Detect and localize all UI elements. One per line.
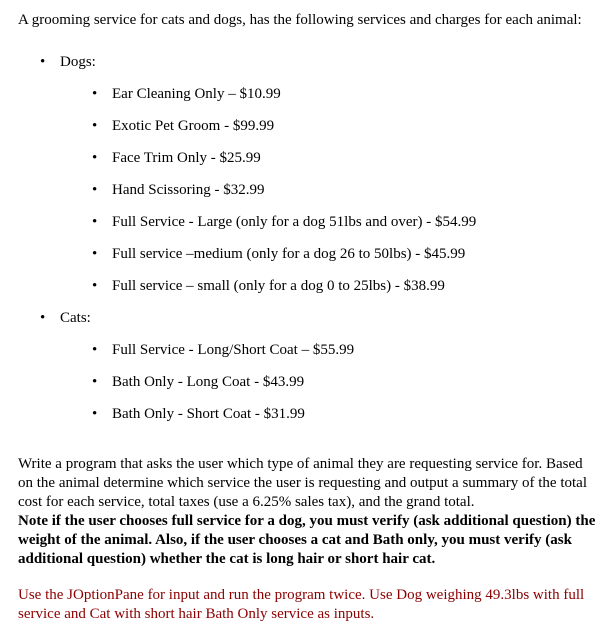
dog-service-item <box>92 84 281 104</box>
bullet-icon <box>92 180 112 200</box>
cat-service-item <box>92 404 305 424</box>
dogs-label: Dogs: <box>60 54 96 70</box>
cats-label: Cats: <box>60 310 91 326</box>
note-paragraph: Note if the user chooses full service for a dog, you must verify (ask additional question) the weight of the animal. Also, if the user chooses a cat and Bath only, you must verify (ask additional question) whether the cat is long hair or short hair cat. <box>18 513 596 567</box>
dog-service-item <box>92 244 465 264</box>
bullet-icon <box>92 372 112 392</box>
dog-service-item <box>92 212 476 232</box>
bullet-icon <box>40 52 60 72</box>
bullet-icon <box>92 84 112 104</box>
intro-text: A grooming service for cats and dogs, has the following services and charges for each animal: <box>18 12 582 28</box>
dog-service-item <box>92 276 445 296</box>
dog-service-label: Full service –medium (only for a dog 26 to 50lbs) - $45.99 <box>112 246 466 262</box>
bullet-icon <box>40 308 60 328</box>
dog-service-label: Full Service - Large (only for a dog 51lbs and over) - $54.99 <box>112 214 477 230</box>
bullet-icon <box>92 276 112 296</box>
dog-service-item <box>92 180 265 200</box>
program-paragraph: Write a program that asks the user which type of animal they are requesting service for. Based on the animal determine which service the user is requesting and output a summary of the total cost for each service, total taxes (use a 6.25% sales tax), and the grand total. <box>18 456 588 510</box>
cat-service-item <box>92 372 304 392</box>
bullet-icon <box>92 116 112 136</box>
dog-service-label: Ear Cleaning Only – $10.99 <box>112 86 281 102</box>
dog-service-label: Exotic Pet Groom - $99.99 <box>112 118 275 134</box>
bullet-icon <box>92 244 112 264</box>
bullet-icon <box>92 212 112 232</box>
bullet-icon <box>92 340 112 360</box>
cat-service-label: Full Service - Long/Short Coat – $55.99 <box>112 342 355 358</box>
dog-service-item <box>92 148 261 168</box>
dog-service-label: Hand Scissoring - $32.99 <box>112 182 265 198</box>
dogs-heading <box>40 52 96 72</box>
dog-service-label: Full service – small (only for a dog 0 to 25lbs) - $38.99 <box>112 278 445 294</box>
joptionpane-paragraph: Use the JOptionPane for input and run the program twice. Use Dog weighing 49.3lbs with full service and Cat with short hair Bath Only service as inputs. <box>18 587 585 622</box>
dog-service-item <box>92 116 274 136</box>
cat-service-item <box>92 340 354 360</box>
cat-service-label: Bath Only - Short Coat - $31.99 <box>112 406 305 422</box>
dog-service-label: Face Trim Only - $25.99 <box>112 150 261 166</box>
cats-heading <box>40 308 91 328</box>
bullet-icon <box>92 404 112 424</box>
bullet-icon <box>92 148 112 168</box>
cat-service-label: Bath Only - Long Coat - $43.99 <box>112 374 305 390</box>
